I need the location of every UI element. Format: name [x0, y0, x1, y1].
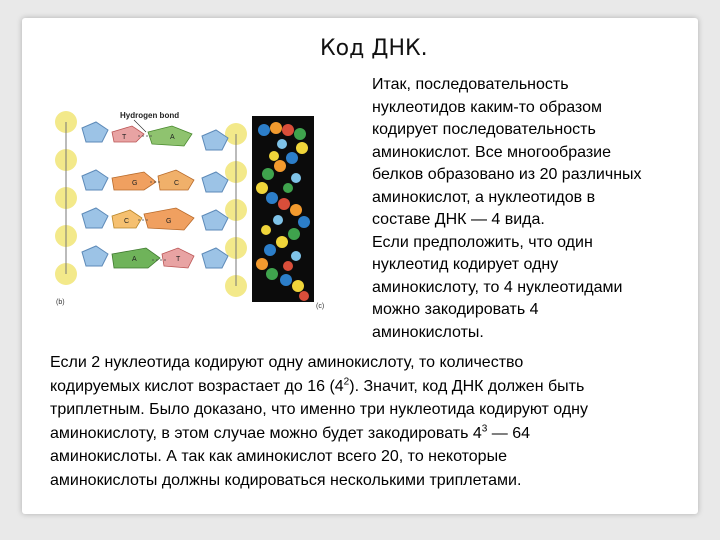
text-line: нуклеотидов каким-то образом [372, 98, 602, 116]
text-line: кодирует последовательность [372, 121, 596, 138]
base-pair-2 [112, 170, 194, 190]
text-line: Если 2 нуклеотида кодируют одну аминокислоту, то количество [50, 354, 524, 371]
text-line: Итак, последовательность [372, 76, 569, 93]
base-letter: C [124, 218, 130, 225]
text-line: белков образовано из 20 различных [372, 166, 642, 183]
base-letter: G [166, 218, 172, 225]
text-line: аминокислоты должны кодироваться несколькими триплетами. [50, 471, 522, 489]
figure-label-c: (c) [316, 303, 325, 310]
hydrogen-bond-label: Hydrogen bond [120, 111, 180, 120]
text-line: аминокислоту, в этом случае можно будет закодировать $4^3$ — 64 [50, 423, 531, 442]
text-line: аминокислот, а нуклеотидов в [372, 188, 596, 206]
dna-base-pair-diagram [52, 92, 252, 314]
text-line: аминокислоты. [372, 323, 484, 341]
base-letter: G [132, 180, 138, 187]
text-line: триплетным. Было доказано, что именно три нуклеотида кодируют одну [50, 401, 588, 418]
superscript: 2 [343, 376, 350, 388]
base-letter: A [170, 134, 175, 141]
right-paragraph [372, 74, 692, 344]
text-line: нуклеотид кодирует одну [372, 256, 559, 273]
dna-helix-model [252, 116, 330, 314]
text-line: аминокислоту, то 4 нуклеотидами [372, 278, 623, 296]
base-letter: T [122, 134, 127, 141]
text-line: аминокислот. Все многообразие [372, 143, 611, 161]
text-line: аминокислоты. А так как аминокислот всего 20, то некоторые [50, 448, 507, 465]
bottom-paragraph [50, 351, 690, 492]
slide-title: Код ДНК. [320, 36, 428, 61]
base-letter: C [174, 180, 180, 187]
text-line: Если предположить, что один [372, 233, 593, 251]
figure-label-b: (b) [56, 299, 65, 306]
base-letter: T [176, 256, 181, 263]
superscript: 3 [481, 423, 488, 435]
text-line: составе ДНК — 4 вида. [372, 211, 545, 228]
base-pair-4 [112, 248, 194, 268]
text-line: можно закодировать 4 [372, 301, 539, 318]
text-line: кодируемых кислот возрастает до 16 $(4^2)$. Значит, код ДНК должен быть [50, 376, 585, 395]
base-letter: A [132, 256, 137, 263]
